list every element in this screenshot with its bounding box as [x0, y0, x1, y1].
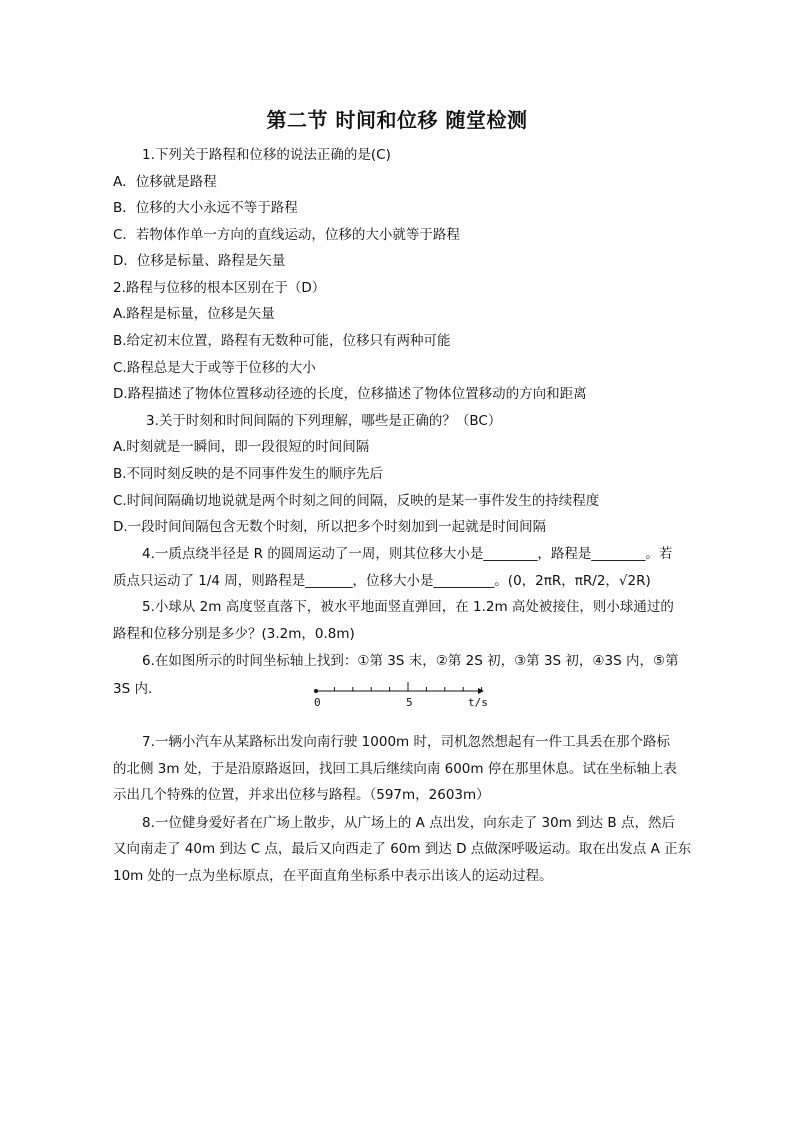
- question-4-line-2: 质点只运动了 1/4 周，则路程是_______，位移大小是_________。(0，2πR，πR/2，√2R): [113, 573, 651, 589]
- option-1c: C．若物体作单一方向的直线运动，位移的大小就等于路程: [113, 227, 460, 243]
- axis-label-0: 0: [314, 696, 321, 709]
- axis-ticks: [334, 682, 481, 691]
- option-2a: A.路程是标量，位移是矢量: [113, 306, 275, 322]
- question-8-line-2: 又向南走了 40m 到达 C 点，最后又向西走了 60m 到达 D 点做深呼吸运动。取在出发点 A 正东: [113, 841, 692, 857]
- option-2c: C.路程总是大于或等于位移的大小: [113, 360, 316, 376]
- axis-label-t: t/s: [468, 696, 488, 709]
- axis-arrow-icon: [478, 688, 484, 694]
- option-2d: D.路程描述了物体位置移动径迹的长度，位移描述了物体位置移动的方向和距离: [113, 386, 587, 402]
- time-axis-figure: [306, 682, 498, 712]
- option-1b: B．位移的大小永远不等于路程: [113, 200, 298, 216]
- question-8-line-3: 10m 处的一点为坐标原点，在平面直角坐标系中表示出该人的运动过程。: [113, 868, 553, 884]
- option-1a: A．位移就是路程: [113, 174, 217, 190]
- axis-origin-dot: [314, 689, 318, 693]
- axis-label-5: 5: [406, 696, 413, 709]
- question-6-line-2: 3S 内.: [113, 681, 153, 697]
- question-5-line-1: 5.小球从 2m 高度竖直落下，被水平地面竖直弹回，在 1.2m 高处被接住，则小球通过的: [142, 599, 674, 615]
- option-3c: C.时间间隔确切地说就是两个时刻之间的间隔，反映的是某一事件发生的持续程度: [113, 493, 600, 509]
- question-2: 2.路程与位移的根本区别在于（D）: [113, 280, 326, 296]
- question-7-line-3: 示出几个特殊的位置，并求出位移与路程。（597m，2603m）: [113, 787, 490, 803]
- question-4-line-1: 4.一质点绕半径是 R 的圆周运动了一周，则其位移大小是________，路程是________。若: [142, 546, 673, 562]
- option-3d: D.一段时间间隔包含无数个时刻，所以把多个时刻加到一起就是时间间隔: [113, 519, 547, 535]
- question-7-line-1: 7.一辆小汽车从某路标出发向南行驶 1000m 时，司机忽然想起有一件工具丢在那个路标: [142, 734, 670, 750]
- question-7-line-2: 的北侧 3m 处，于是沿原路返回，找回工具后继续向南 600m 停在那里休息。试在坐标轴上表: [113, 761, 677, 777]
- page-title: 第二节 时间和位移 随堂检测: [266, 108, 528, 132]
- question-8-line-1: 8.一位健身爱好者在广场上散步，从广场上的 A 点出发，向东走了 30m 到达 B 点，然后: [142, 815, 675, 831]
- question-5-line-2: 路程和位移分别是多少？(3.2m，0.8m): [113, 626, 355, 642]
- question-1: 1.下列关于路程和位移的说法正确的是(C): [142, 147, 391, 163]
- question-3: 3.关于时刻和时间间隔的下列理解，哪些是正确的？（BC）: [146, 413, 502, 429]
- option-3b: B.不同时刻反映的是不同事件发生的顺序先后: [113, 466, 384, 482]
- question-6-line-1: 6.在如图所示的时间坐标轴上找到：①第 3S 末，②第 2S 初，③第 3S 初，④3S 内，⑤第: [142, 653, 679, 669]
- option-2b: B.给定初末位置，路程有无数种可能，位移只有两种可能: [113, 333, 451, 349]
- option-3a: A.时刻就是一瞬间，即一段很短的时间间隔: [113, 439, 370, 455]
- option-1d: D．位移是标量、路程是矢量: [113, 253, 286, 269]
